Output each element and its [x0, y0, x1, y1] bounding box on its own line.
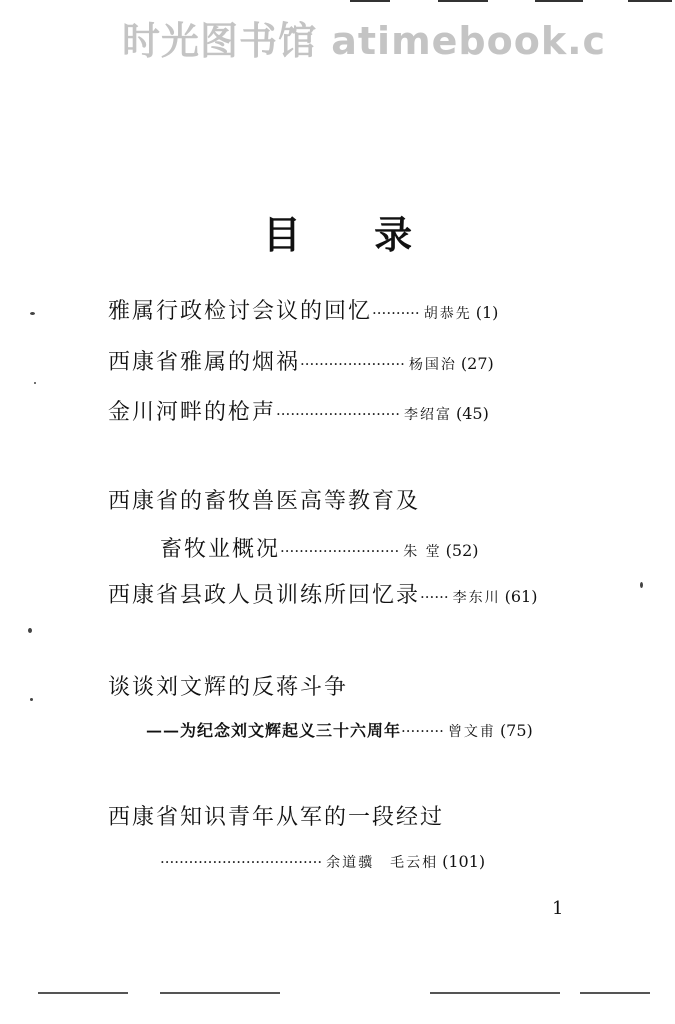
entry-author: 朱 堂 — [403, 544, 442, 560]
watermark: 时光图书馆 atimebook.c — [122, 19, 607, 63]
entry-author: 胡恭先 — [423, 306, 472, 322]
toc-entry[interactable] — [108, 294, 498, 325]
scan-speck — [640, 582, 643, 588]
page-number: 1 — [552, 898, 564, 919]
entry-author: 曾文甫 — [447, 724, 496, 740]
entry-page: (27) — [460, 354, 494, 373]
entry-author: 余道骥 毛云相 — [326, 855, 439, 871]
entry-title: 西康省雅属的烟祸 — [108, 350, 301, 375]
leader-dots: ·································· — [160, 853, 323, 871]
toc-entry[interactable] — [108, 578, 537, 609]
entry-page: (52) — [445, 541, 479, 560]
toc-entry[interactable] — [146, 718, 533, 741]
leader-dots: ········· — [401, 722, 444, 740]
leader-dots: ·········· — [372, 304, 420, 322]
entry-subtitle: ——为纪念刘文辉起义三十六周年 — [146, 721, 402, 740]
toc-entry[interactable] — [108, 395, 489, 426]
entry-page: (45) — [456, 404, 489, 423]
toc-entry-title-line[interactable] — [108, 800, 444, 831]
entry-page: (75) — [499, 721, 533, 740]
entry-title: 西康省知识青年从军的一段经过 — [108, 805, 445, 830]
bottom-scan-line — [580, 992, 650, 994]
bottom-scan-line — [38, 992, 128, 994]
entry-author: 李东川 — [452, 590, 501, 606]
bottom-scan-line — [160, 992, 280, 994]
bottom-scan-line — [430, 992, 560, 994]
toc-entry[interactable] — [108, 345, 494, 376]
entry-title: 金川河畔的枪声 — [108, 400, 277, 425]
toc-entry-title-line1[interactable] — [108, 484, 420, 515]
entry-title: 雅属行政检讨会议的回忆 — [108, 299, 373, 324]
leader-dots: ······················ — [300, 355, 405, 373]
scan-speck — [28, 628, 32, 633]
scan-speck — [34, 382, 36, 384]
entry-title: 谈谈刘文辉的反蒋斗争 — [108, 675, 349, 700]
leader-dots: ························· — [280, 542, 400, 560]
entry-page: (61) — [504, 587, 538, 606]
toc-entry-title-line[interactable] — [108, 670, 348, 701]
entry-author: 杨国治 — [408, 357, 457, 373]
toc-entry[interactable] — [160, 852, 485, 872]
entry-title-continued: 畜牧业概况 — [160, 537, 281, 562]
page-title: 目 录 — [262, 212, 443, 257]
leader-dots: ······ — [420, 588, 449, 606]
entry-page: (101) — [442, 852, 486, 871]
entry-title: 西康省的畜牧兽医高等教育及 — [108, 489, 421, 514]
entry-page: (1) — [475, 303, 499, 322]
leader-dots: ·························· — [276, 405, 400, 423]
entry-title: 西康省县政人员训练所回忆录 — [108, 583, 421, 608]
toc-entry[interactable] — [160, 532, 479, 563]
entry-author: 李绍富 — [404, 407, 452, 423]
scan-speck — [30, 312, 35, 315]
scan-speck — [30, 698, 33, 701]
